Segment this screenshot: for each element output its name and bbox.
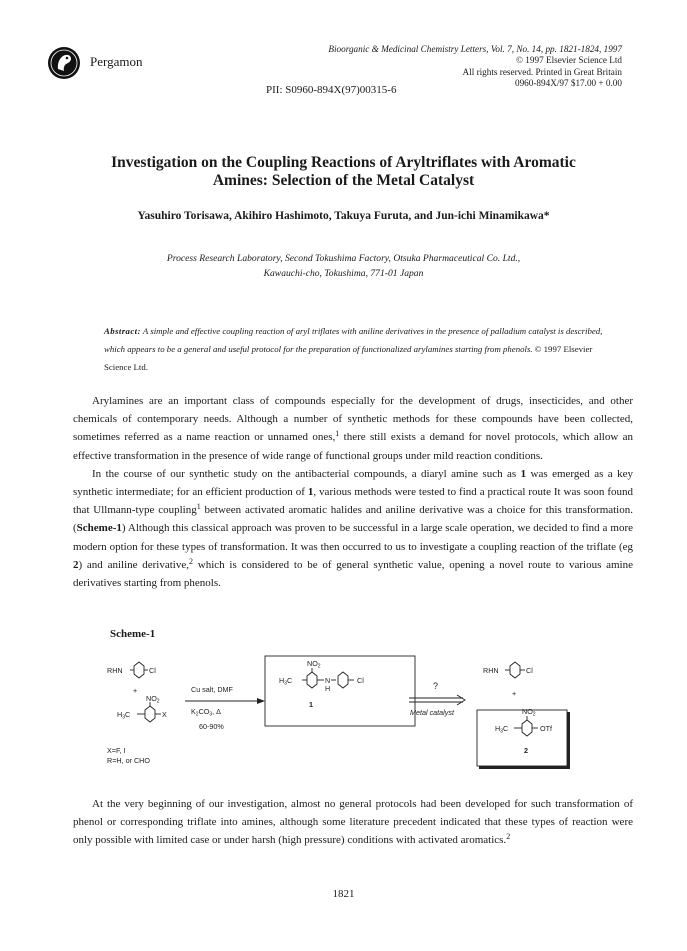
benzene-ring xyxy=(522,720,532,736)
benzene-ring xyxy=(510,662,520,678)
p2-text-e: ) Although this classical approach was proven to be successful in a large scale operation, we decided to find a more modern option for these types of transformation. It was then occurred to us to investigate a coupling reaction of the triflate (eg xyxy=(73,522,633,553)
product-box xyxy=(265,656,415,726)
label-no2: $NO_2$ xyxy=(146,694,160,705)
question-mark: ? xyxy=(433,681,439,691)
label-plus: + xyxy=(512,689,517,698)
paragraph-1 xyxy=(73,392,633,465)
p3-text: At the very beginning of our investigation, almost no general protocols had been developed for such transformation of phenol or corresponding triflate into amines, although some literature precedent indicated that these types of reaction were only possible with limited case or under harsh (high pressure) conditions with activated aromatics. xyxy=(73,798,633,847)
abstract xyxy=(104,322,604,376)
label-rhn: RHN xyxy=(483,666,499,675)
paper-title xyxy=(60,154,627,190)
page-number: 1821 xyxy=(332,888,355,900)
p2-text-g: which is considered to be of general synthetic value, opening a novel route to various amine derivatives starting from phenols. xyxy=(73,558,633,590)
label-n: N xyxy=(325,676,331,685)
label-cl: Cl xyxy=(526,666,533,675)
p1-text-a: Arylamines are an important class of compounds especially for the development of drugs, insecticides, and other chemicals of contemporary needs. Although a number of synthetic methods for these compounds have been collected, sometimes referred as a name reaction or unnamed ones, xyxy=(73,395,633,444)
label-cl: Cl xyxy=(357,676,364,685)
triflate-box xyxy=(477,710,567,766)
abstract-text: A simple and effective coupling reaction of aryl triflates with aniline derivatives in the presence of palladium catalyst is described, which appears to be a general and useful protocol for the preparation of functionalized arylamines starting from phenols. xyxy=(104,326,603,354)
label-rhn: RHN xyxy=(107,666,123,675)
metal-catalyst-label: Metal catalyst xyxy=(410,708,454,717)
label-h3c: $H_3C$ xyxy=(117,710,131,721)
body-text xyxy=(73,392,633,592)
publisher-name: Pergamon xyxy=(90,54,143,69)
affiliation-line-1: Process Research Laboratory, Second Tokushima Factory, Otsuka Pharmaceutical Co. Ltd., xyxy=(166,253,521,264)
paragraph-2 xyxy=(73,465,633,592)
ref-1: 1 xyxy=(196,502,201,512)
reaction-scheme xyxy=(105,652,575,772)
journal-rights: All rights reserved. Printed in Great Britain xyxy=(462,66,622,77)
reagent-cu-salt: Cu salt, DMF xyxy=(191,685,233,694)
p2-text-c: , various methods were tested to find a practical route It was soon found that Ullmann-type coupling xyxy=(73,486,634,517)
journal-copyright: © 1997 Elsevier Science Ltd xyxy=(516,55,622,66)
p2-text-d: between activated aromatic halides and aniline derivative was a choice for this transformation. ( xyxy=(73,504,633,535)
abstract-label: Abstract: xyxy=(104,326,141,336)
label-otf: OTf xyxy=(540,724,552,733)
abstract-copyright: © 1997 Elsevier Science Ltd. xyxy=(104,344,593,372)
journal-info xyxy=(328,44,622,90)
reagent-base: $K_2CO_3$, Δ xyxy=(191,707,221,718)
ref-2: 2 xyxy=(189,556,193,566)
authors: Yasuhiro Torisawa, Akihiro Hashimoto, Takuya Furuta, and Jun-ichi Minamikawa* xyxy=(137,210,550,222)
pii-identifier: PII: S0960-894X(97)00315-6 xyxy=(266,84,397,96)
benzene-ring xyxy=(145,706,155,722)
label-no2: $NO_2$ xyxy=(307,659,321,670)
title-line-2: Amines: Selection of the Metal Catalyst xyxy=(212,172,475,189)
label-x: X xyxy=(162,710,167,719)
reagent-yield: 60-90% xyxy=(199,722,224,731)
label-plus: + xyxy=(133,686,138,695)
journal-code: 0960-894X/97 $17.00 + 0.00 xyxy=(514,78,622,89)
arrow-head-icon xyxy=(257,698,265,704)
title-line-1: Investigation on the Coupling Reactions of Aryltriflates with Aromatic xyxy=(111,154,576,171)
scheme-ref: Scheme-1 xyxy=(76,522,122,535)
scheme-label: Scheme-1 xyxy=(110,628,156,640)
compound-2-label: 2 xyxy=(524,746,528,755)
p2-text-a: In the course of our synthetic study on the antibacterial compounds, a diaryl amine such as xyxy=(92,467,521,480)
label-no2: $NO_2$ xyxy=(522,707,536,718)
affiliation-line-2: Kawauchi-cho, Tokushima, 771-01 Japan xyxy=(263,268,424,279)
paragraph-3 xyxy=(73,795,633,850)
pergamon-logo-icon xyxy=(47,46,81,80)
label-h3c: $H_3C$ xyxy=(495,724,509,735)
benzene-ring xyxy=(338,672,348,688)
compound-ref: 2 xyxy=(73,558,79,571)
p1-text-b: there still exists a demand for novel protocols, which allow an effective transformation in the presence of wide range of functional groups under mild reaction conditions. xyxy=(73,431,633,462)
ref-1: 1 xyxy=(335,429,340,439)
r-definition: R=H, or CHO xyxy=(107,756,150,765)
label-cl: Cl xyxy=(149,666,156,675)
x-definition: X=F, I xyxy=(107,746,126,755)
benzene-ring xyxy=(134,662,144,678)
label-h: H xyxy=(325,684,331,693)
p2-text-b: was emerged as a key synthetic intermediate; for an efficient production of xyxy=(73,467,633,499)
benzene-ring xyxy=(307,672,317,688)
compound-ref: 1 xyxy=(307,486,314,499)
ref-2: 2 xyxy=(506,832,511,842)
journal-citation: Bioorganic & Medicinal Chemistry Letters, Vol. 7, No. 14, pp. 1821-1824, 1997 xyxy=(328,44,622,54)
compound-ref: 1 xyxy=(520,467,527,480)
affiliation xyxy=(60,251,627,281)
body-text-continued xyxy=(73,795,633,850)
compound-1-label: 1 xyxy=(309,700,313,709)
label-h3c: $H_3C$ xyxy=(279,676,293,687)
p2-text-f: ) and aniline derivative, xyxy=(78,558,189,571)
